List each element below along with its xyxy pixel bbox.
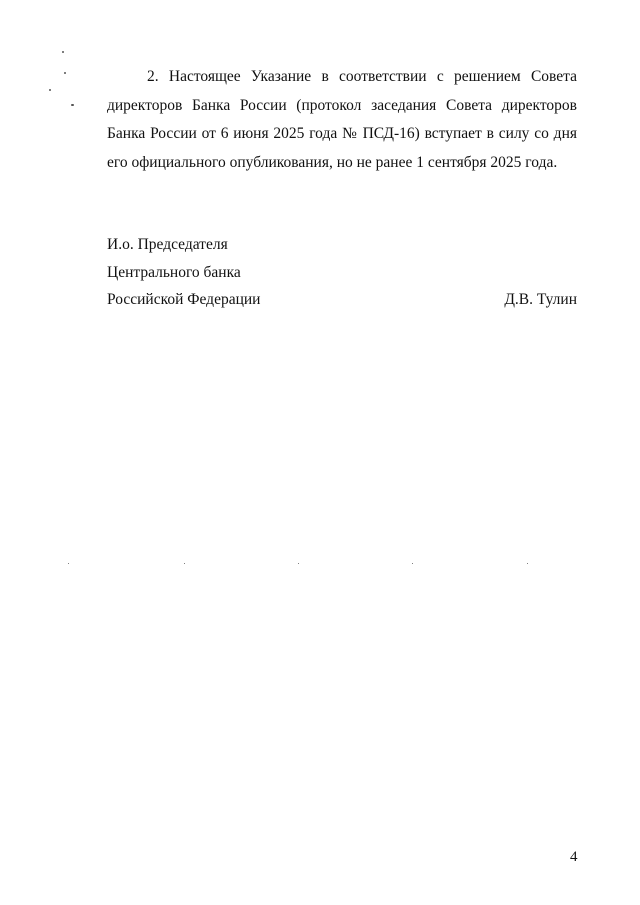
signatory-title-line-2: Центрального банка bbox=[107, 264, 241, 281]
scan-artifact bbox=[68, 563, 69, 564]
scan-artifact bbox=[49, 89, 51, 91]
scan-artifact bbox=[62, 51, 64, 53]
signatory-title-line-1: И.о. Председателя bbox=[107, 236, 228, 253]
scan-artifact bbox=[184, 563, 185, 564]
signatory-title-line-3: Российской Федерации bbox=[107, 291, 261, 308]
scan-artifact bbox=[71, 104, 74, 106]
signatory-name: Д.В. Тулин bbox=[504, 291, 577, 308]
scan-artifact bbox=[298, 563, 299, 564]
page-number: 4 bbox=[570, 849, 578, 865]
scan-artifact bbox=[527, 563, 528, 564]
scan-artifact bbox=[412, 563, 413, 564]
paragraph-2: 2. Настоящее Указание в соответствии с решением Совета директоров Банка России (протокол заседания Совета директоров Банка России от 6 июня 2025 года № ПСД-16) вступает в силу со дня его официального опубликования, но не ранее 1 сентября 2025 года. bbox=[107, 68, 577, 171]
scan-artifact bbox=[64, 72, 66, 74]
